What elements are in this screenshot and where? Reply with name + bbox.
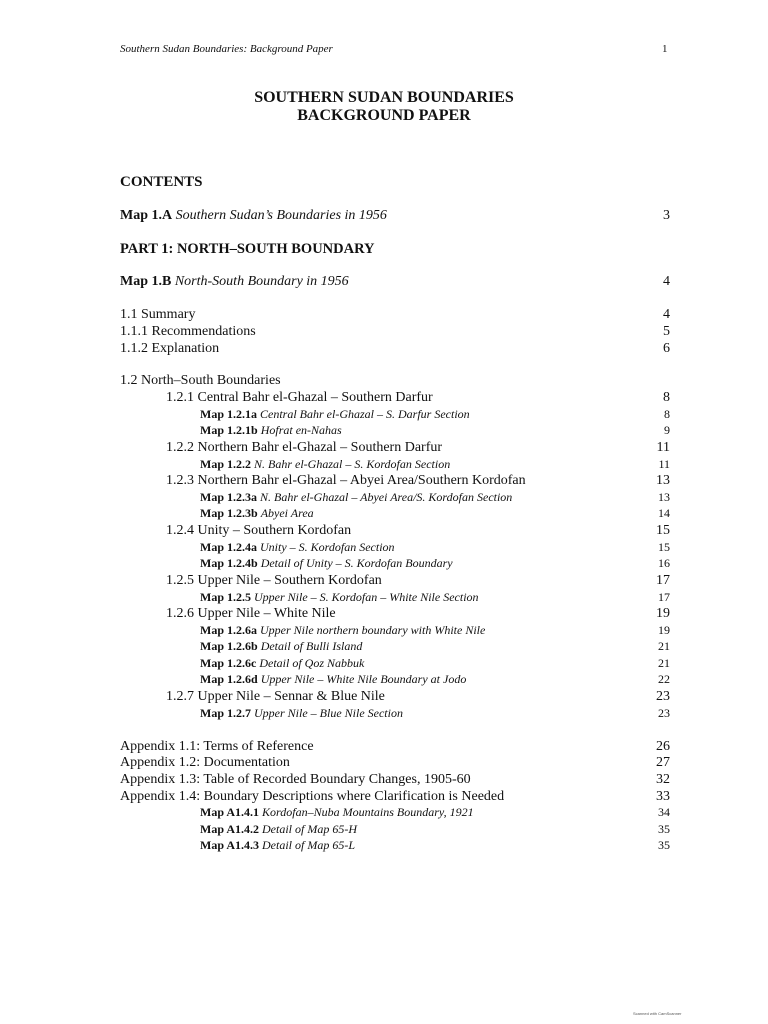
toc-entry-page: 4 [663, 307, 670, 322]
toc-entry-text [200, 457, 630, 472]
toc-entry-page: 15 [656, 523, 670, 538]
toc-entry-label: Map 1.B [120, 274, 172, 289]
toc-entry-text [200, 623, 630, 638]
toc-entry-text [200, 506, 630, 521]
toc-entry-text [200, 656, 630, 671]
toc-entry-text [120, 789, 630, 805]
toc-entry-text [166, 689, 630, 705]
toc-entry-text [120, 772, 630, 788]
toc-entry-text [166, 440, 630, 456]
toc-entry[interactable] [120, 307, 670, 325]
toc-entry-title: 1.2.4 Unity – Southern Kordofan [166, 523, 352, 538]
toc-entry-title: 1.1.1 Recommendations [120, 324, 256, 339]
toc-entry-title: N. Bahr el-Ghazal – Abyei Area/S. Kordofan Section [260, 490, 513, 504]
toc-entry-page: 21 [658, 656, 670, 670]
toc-entry-page: 26 [656, 739, 670, 754]
toc-entry-label: Map 1.2.6b [200, 639, 258, 653]
toc-entry[interactable] [120, 689, 670, 707]
toc-entry[interactable] [120, 274, 670, 292]
toc-entry-title: Appendix 1.2: Documentation [120, 755, 290, 770]
toc-entry-page: 4 [663, 274, 670, 289]
toc-entry-label: Map 1.2.1a [200, 407, 257, 421]
toc-entry-page: 23 [658, 706, 670, 720]
toc-entry-label: Map 1.2.5 [200, 590, 251, 604]
toc-entry[interactable] [120, 390, 670, 408]
toc-entry-text [120, 208, 630, 224]
toc-entry-page: 35 [658, 838, 670, 852]
toc-entry-text [200, 540, 630, 555]
toc-entry-page: 33 [656, 789, 670, 804]
toc-entry-page: 34 [658, 805, 670, 819]
toc-entry-page: 17 [656, 573, 670, 588]
toc-entry-title: Abyei Area [260, 506, 314, 520]
toc-entry-page: 17 [658, 590, 670, 604]
toc-entry-page: 11 [656, 440, 670, 455]
toc-entry-page: 13 [658, 490, 670, 504]
toc-entry-text [120, 755, 630, 771]
toc-entry-title: Detail of Bulli Island [260, 639, 363, 653]
toc-entry[interactable] [120, 755, 670, 773]
toc-entry-title: Hofrat en-Nahas [260, 423, 342, 437]
toc-entry-title: Appendix 1.1: Terms of Reference [120, 739, 314, 754]
toc-entry-label: Map 1.2.3a [200, 490, 257, 504]
toc-entry-label: Map 1.2.1b [200, 423, 258, 437]
toc-entry-text [200, 805, 630, 820]
toc-entry-title: 1.1 Summary [120, 307, 196, 322]
toc-entry-text [200, 639, 630, 654]
toc-entry-text [166, 606, 630, 622]
toc-entry-title: 1.2 North–South Boundaries [120, 373, 281, 388]
toc-entry-label: Map A1.4.3 [200, 838, 260, 852]
toc-entry[interactable] [120, 639, 670, 657]
toc-entry-text [200, 407, 630, 422]
toc-entry-title: Unity – S. Kordofan Section [260, 540, 395, 554]
toc-entry-title: Detail of Unity – S. Kordofan Boundary [260, 556, 453, 570]
toc-entry-title: Upper Nile – S. Kordofan – White Nile Section [254, 590, 479, 604]
toc-entry[interactable] [120, 805, 670, 823]
toc-entry-page: 9 [664, 423, 670, 437]
toc-entry-page: 19 [658, 623, 670, 637]
toc-entry-label: Map 1.2.4b [200, 556, 258, 570]
toc-entry[interactable] [120, 556, 670, 574]
toc-entry-label: Map 1.2.3b [200, 506, 258, 520]
toc-entry-title: Detail of Map 65-L [262, 838, 356, 852]
toc-entry-page: 23 [656, 689, 670, 704]
toc-entry-text [166, 390, 630, 406]
toc-entry[interactable] [120, 772, 670, 790]
toc-entry-text [166, 573, 630, 589]
toc-entry-text [200, 822, 630, 837]
toc-entry-page: 21 [658, 639, 670, 653]
page-number: 1 [662, 43, 668, 55]
toc-entry-title: 1.2.7 Upper Nile – Sennar & Blue Nile [166, 689, 385, 704]
toc-entry-title: Detail of Map 65-H [262, 822, 358, 836]
toc-entry-page: 35 [658, 822, 670, 836]
scanner-stamp: Scanned with CamScanner [633, 1011, 682, 1016]
toc-entry-page: 14 [658, 506, 670, 520]
toc-entry-page: 8 [664, 407, 670, 421]
toc-entry-text [200, 838, 630, 853]
toc-entry[interactable] [120, 373, 670, 391]
toc-entry-title: Southern Sudan’s Boundaries in 1956 [175, 208, 387, 223]
toc-entry[interactable] [120, 506, 670, 524]
toc-entry[interactable] [120, 440, 670, 458]
part-heading: PART 1: NORTH–SOUTH BOUNDARY [120, 241, 375, 257]
toc-entry-title: 1.2.3 Northern Bahr el-Ghazal – Abyei Area/Southern Kordofan [166, 473, 526, 488]
toc-entry[interactable] [120, 706, 670, 724]
toc-entry-text [120, 274, 630, 290]
toc-entry-text [120, 739, 630, 755]
toc-entry[interactable] [120, 324, 670, 342]
toc-entry-page: 32 [656, 772, 670, 787]
running-header-title: Southern Sudan Boundaries: Background Paper [120, 43, 333, 55]
toc-entry-page: 16 [658, 556, 670, 570]
toc-entry-label: Map A1.4.2 [200, 822, 260, 836]
toc-entry-page: 22 [658, 672, 670, 686]
toc-entry-page: 8 [663, 390, 670, 405]
toc-entry-text [120, 307, 630, 323]
toc-entry-label: Map 1.2.7 [200, 706, 251, 720]
toc-entry[interactable] [120, 523, 670, 541]
toc-entry-title: Central Bahr el-Ghazal – S. Darfur Section [260, 407, 470, 421]
toc-entry-title: Kordofan–Nuba Mountains Boundary, 1921 [262, 805, 474, 819]
toc-entry-title: North-South Boundary in 1956 [174, 274, 349, 289]
toc-entry-page: 15 [658, 540, 670, 554]
toc-entry[interactable] [120, 423, 670, 441]
toc-entry-text [200, 423, 630, 438]
toc-entry-title: Appendix 1.3: Table of Recorded Boundary Changes, 1905-60 [120, 772, 471, 787]
toc-entry-title: 1.2.2 Northern Bahr el-Ghazal – Southern Darfur [166, 440, 443, 455]
toc-entry-title: 1.2.5 Upper Nile – Southern Kordofan [166, 573, 382, 588]
toc-entry-label: Map 1.2.6c [200, 656, 257, 670]
toc-entry-page: 27 [656, 755, 670, 770]
toc-entry[interactable] [120, 473, 670, 491]
toc-entry-text [120, 373, 630, 389]
document-title-line1: SOUTHERN SUDAN BOUNDARIES [254, 89, 514, 106]
toc-entry-text [120, 341, 630, 357]
toc-entry-title: 1.1.2 Explanation [120, 341, 220, 356]
toc-entry-page: 13 [656, 473, 670, 488]
toc-entry-text [120, 324, 630, 340]
toc-entry-title: Detail of Qoz Nabbuk [259, 656, 365, 670]
document-title-line2: BACKGROUND PAPER [297, 107, 471, 124]
toc-entry-page: 5 [663, 324, 670, 339]
toc-entry-page: 19 [656, 606, 670, 621]
contents-heading: CONTENTS [120, 174, 203, 190]
toc-entry-title: Upper Nile northern boundary with White Nile [260, 623, 486, 637]
toc-entry[interactable] [120, 606, 670, 624]
toc-entry-text [200, 556, 630, 571]
toc-entry-label: Map A1.4.1 [200, 805, 260, 819]
toc-entry-title: N. Bahr el-Ghazal – S. Kordofan Section [254, 457, 451, 471]
toc-entry-title: Appendix 1.4: Boundary Descriptions where Clarification is Needed [120, 789, 505, 804]
toc-entry-text [166, 523, 630, 539]
toc-entry-label: Map 1.2.6d [200, 672, 258, 686]
toc-entry-title: Upper Nile – Blue Nile Section [254, 706, 403, 720]
toc-entry-page: 11 [658, 457, 670, 471]
toc-entry-page: 6 [663, 341, 670, 356]
toc-entry-label: Map 1.2.6a [200, 623, 257, 637]
toc-entry[interactable] [120, 341, 670, 359]
toc-entry-label: Map 1.2.4a [200, 540, 257, 554]
toc-entry-text [200, 672, 630, 687]
toc-entry-label: Map 1.A [120, 208, 173, 223]
toc-entry[interactable] [120, 838, 670, 856]
toc-entry-text [200, 590, 630, 605]
toc-entry-title: 1.2.6 Upper Nile – White Nile [166, 606, 336, 621]
toc-entry-text [166, 473, 630, 489]
toc-entry-text [200, 490, 630, 505]
toc-entry-title: 1.2.1 Central Bahr el-Ghazal – Southern Darfur [166, 390, 433, 405]
toc-entry-label: Map 1.2.2 [200, 457, 251, 471]
toc-entry[interactable] [120, 573, 670, 591]
toc-entry[interactable] [120, 672, 670, 690]
toc-entry-title: Upper Nile – White Nile Boundary at Jodo [260, 672, 467, 686]
toc-entry[interactable] [120, 208, 670, 226]
toc-entry-page: 3 [663, 208, 670, 223]
toc-entry-text [200, 706, 630, 721]
